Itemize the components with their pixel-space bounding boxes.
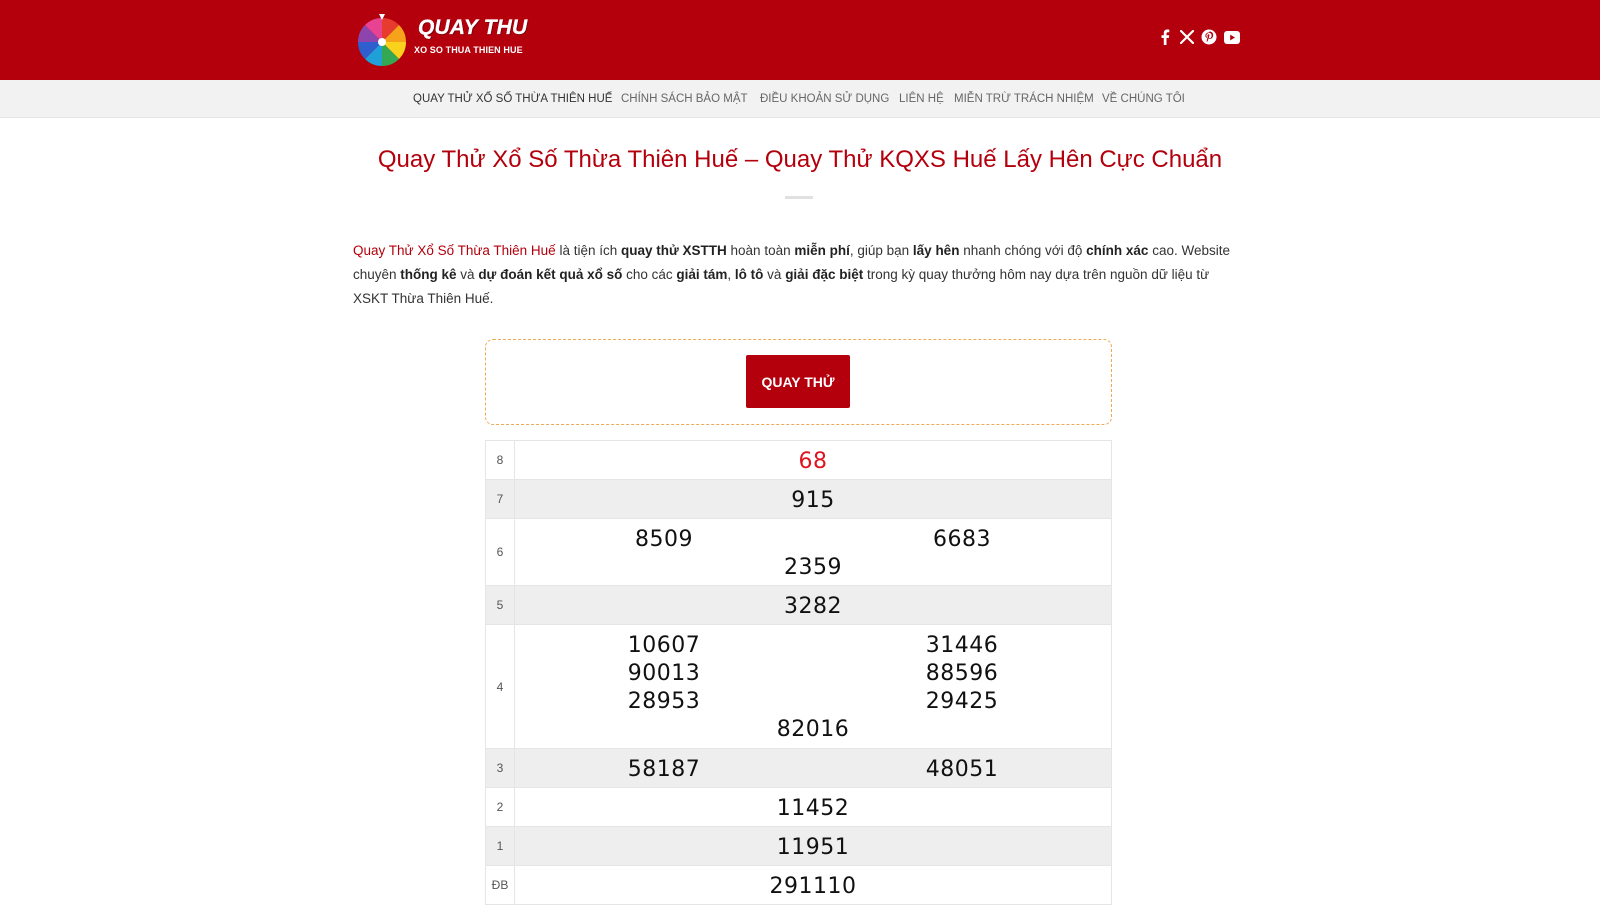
prize-number: 31446 [925,633,999,658]
prize-number: 88596 [925,661,999,686]
prize-label: 8 [486,441,515,479]
youtube-icon[interactable] [1222,26,1242,48]
x-icon[interactable] [1178,26,1196,48]
prize-label: 5 [486,586,515,624]
site-header [0,0,1600,80]
prize-number: 82016 [776,717,850,742]
prize-number: 3282 [784,594,842,619]
logo-subtitle: XO SO THUA THIEN HUE [414,45,523,55]
nav-item-terms[interactable]: ĐIỀU KHOẢN SỬ DỤNG [760,93,890,105]
prize-row-3 [486,749,1111,788]
intro-paragraph: Quay Thử Xổ Số Thừa Thiên Huế là tiện ích quay thử XSTTH hoàn toàn miễn phí, giúp bạn lấy hên nhanh chóng với độ chính xác cao. Website chuyên thống kê và dự đoán kết quả xổ số cho các giải tám, lô tô và giải đặc biệt trong kỳ quay thưởng hôm nay dựa trên nguồn dữ liệu từ XSKT Thừa Thiên Huế. [353,243,1230,306]
prize-label: ĐB [486,866,515,904]
nav-item-contact[interactable]: LIÊN HỆ [899,93,944,105]
results-table [485,440,1112,905]
prize-label: 3 [486,749,515,787]
prize-label: 6 [486,519,515,585]
nav-item-privacy[interactable]: CHÍNH SÁCH BẢO MẬT [621,93,748,105]
main-nav [0,80,1600,118]
prize-number: 68 [798,449,828,474]
prize-label: 4 [486,625,515,748]
prize-number: 291110 [769,874,857,899]
facebook-icon[interactable] [1158,26,1172,48]
prize-label: 1 [486,827,515,865]
prize-row-5 [486,586,1111,625]
prize-row-4 [486,625,1111,749]
prize-number: 11951 [776,835,850,860]
prize-number: 915 [791,488,835,513]
pinterest-icon[interactable] [1200,26,1218,48]
prize-row-7 [486,480,1111,519]
nav-item-disclaimer[interactable]: MIỄN TRỪ TRÁCH NHIỆM [954,93,1094,105]
page-title: Quay Thử Xổ Số Thừa Thiên Huế – Quay Thử KQXS Huế Lấy Hên Cực Chuẩn [377,146,1223,173]
prize-number: 10607 [627,633,701,658]
prize-row-2 [486,788,1111,827]
prize-number: 8509 [635,527,693,552]
spin-button[interactable]: QUAY THỬ [746,355,850,408]
nav-item-quay-thu[interactable]: QUAY THỬ XỔ SỐ THỪA THIÊN HUẾ [413,93,613,105]
prize-number: 6683 [933,527,991,552]
prize-number: 58187 [627,757,701,782]
prize-row-8 [486,441,1111,480]
intro-link[interactable]: Quay Thử Xổ Số Thừa Thiên Huế [353,243,556,258]
prize-row-6 [486,519,1111,586]
prize-number: 90013 [627,661,701,686]
logo-title: QUAY THU [418,16,528,39]
nav-item-about[interactable]: VỀ CHÚNG TÔI [1102,93,1185,105]
prize-number: 48051 [925,757,999,782]
prize-label: 2 [486,788,515,826]
prize-number: 2359 [784,555,842,580]
prize-row-1 [486,827,1111,866]
title-divider [785,196,813,199]
prize-row-special [486,866,1111,905]
prize-number: 28953 [627,689,701,714]
prize-number: 11452 [776,796,850,821]
prize-label: 7 [486,480,515,518]
prize-number: 29425 [925,689,999,714]
